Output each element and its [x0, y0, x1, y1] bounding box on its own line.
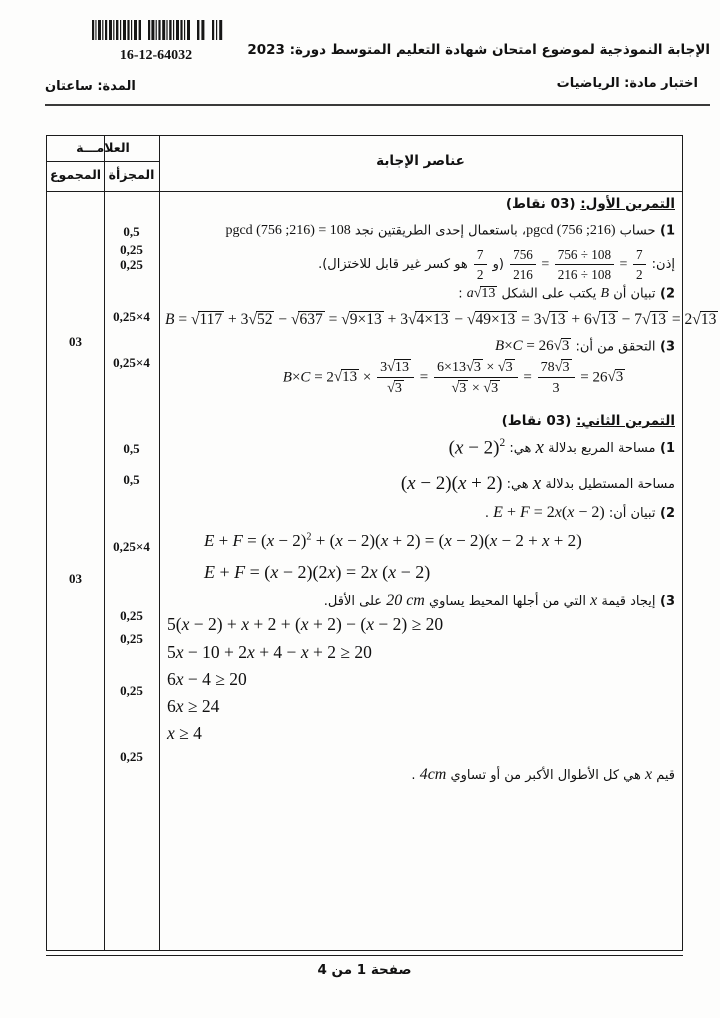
partial-mark: 0,25 — [120, 683, 143, 698]
answer-line: قيم x هي كل الأطوال الأكبر من أو تساوي 4cm . — [411, 766, 675, 783]
partial-mark: 0,5 — [123, 224, 140, 239]
answer-line: B×C = 2 √ 13 × 3 √ 13 √ 3 = 6×13 √ 3 × √ 3 √ 3 × √ 3 = $\frac{78 √ 3}{3}$ = 26 √ 3 — [230, 358, 678, 398]
footer-rule — [46, 955, 683, 956]
exam-code: 16-12-64032 — [119, 48, 193, 63]
answer-line: 2) تبيان أن: E + F = 2x(x − 2) . — [484, 504, 675, 521]
exercise-heading: التمرين الأول: (03 نقاط) — [505, 196, 675, 212]
doc-subject: اختبار مادة: الرياضيات — [556, 76, 698, 91]
partial-mark: 0,25×4 — [113, 309, 150, 324]
answer-line: 3) إيجاد قيمة x التي من أجلها المحيط يساوي 20 cm على الأقل. — [323, 592, 675, 609]
answer-line: 6x − 4 ≥ 20 — [167, 669, 247, 689]
partial-column-header: المجزأة — [108, 167, 155, 182]
partial-marks-column — [104, 136, 159, 950]
partial-mark: 0,25 — [120, 242, 143, 257]
page-number: صفحة 1 من 4 — [317, 962, 412, 978]
answer-line: مساحة المستطيل بدلالة x هي: (x − 2)(x + 2) — [400, 473, 675, 494]
partial-mark: 0,25×4 — [113, 355, 150, 370]
answer-line: x ≥ 4 — [167, 723, 202, 743]
answer-line: $E + F = (x - 2)^2 + (x - 2)(x + 2) = (x - 2)(x - 2 + x + 2)$ — [204, 531, 582, 550]
doc-title: الإجابة النموذجية لموضوع امتحان شهادة التعليم المتوسط دورة: 2023 — [247, 42, 710, 58]
answer-line: 2) تبيان أن B يكتب على الشكل a √ 13 : — [458, 285, 675, 303]
partial-mark: 0,25×4 — [113, 539, 150, 554]
answer-line: 1) مساحة المربع بدلالة x هي: $(x - 2)^2$ — [448, 437, 675, 459]
answer-line: 5x − 10 + 2x + 4 − x + 2 ≥ 20 — [167, 642, 372, 662]
header-rule — [45, 104, 710, 106]
total-column-header: المجموع — [49, 167, 102, 182]
barcode — [92, 20, 224, 40]
partial-mark: 0,25 — [120, 257, 143, 272]
answer-content — [160, 191, 717, 950]
total-mark: 03 — [69, 571, 82, 586]
answer-line: B = √ 117 + 3 √ 52 − √ 637 = √ 9×13 + 3 √ 4×13 − √ 49×13 = 3 √ 13 + 6 √ 13 − 7 √ 13 = 2 √ 13 — [165, 310, 718, 330]
answers-table — [46, 135, 717, 951]
answer-line: 6x ≥ 24 — [167, 696, 220, 716]
exercise-heading: التمرين الثاني: (03 نقاط) — [501, 413, 675, 429]
total-mark: 03 — [69, 334, 82, 349]
total-marks-column — [47, 136, 104, 950]
partial-mark: 0,25 — [120, 631, 143, 646]
partial-mark: 0,25 — [120, 608, 143, 623]
duration-label: المدة: ساعتان — [45, 79, 136, 94]
mark-column-header: العلامـــة — [76, 140, 130, 155]
answer-line: 1) حساب pgcd (756 ;216)، باستعمال إحدى الطريقتين نجد pgcd (756 ;216) = 108 — [225, 223, 675, 239]
partial-mark: 0,5 — [123, 441, 140, 456]
answer-line: 5(x − 2) + x + 2 + (x + 2) − (x − 2) ≥ 20 — [167, 614, 444, 634]
partial-mark: 0,5 — [123, 472, 140, 487]
answers-column-header: عناصر الإجابة — [376, 153, 465, 169]
answer-line: E + F = (x − 2)(2x) = 2x (x − 2) — [204, 562, 431, 582]
answer-line: إذن: $\frac{756}{216}$ = $\frac{756 \div 108}{216 \div 108}$ = $\frac{7}{2}$ (و $\frac{7}{2}$ هو كسر غير قابل للاختزال). — [318, 247, 675, 283]
partial-mark: 0,25 — [120, 749, 143, 764]
answer-line: 3) التحقق من أن: B×C = 26 √ 3 — [495, 337, 675, 357]
